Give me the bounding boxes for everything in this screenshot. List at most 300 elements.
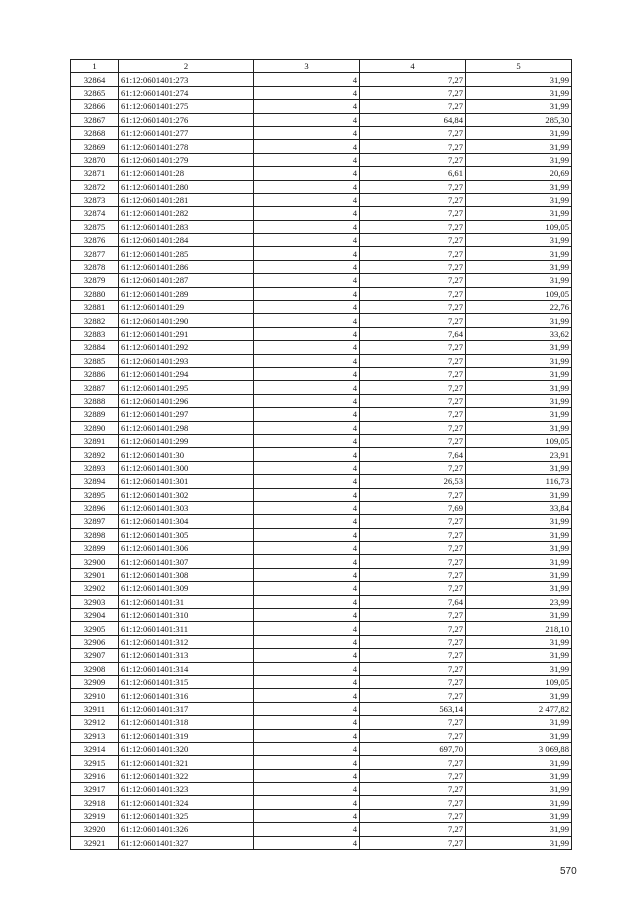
table-row bbox=[71, 193, 572, 206]
column-3-cell: 4 bbox=[254, 501, 360, 514]
table-row bbox=[71, 167, 572, 180]
row-number-cell: 32873 bbox=[71, 193, 119, 206]
table-row bbox=[71, 126, 572, 139]
column-4-cell: 7,27 bbox=[360, 796, 466, 809]
column-5-cell: 31,99 bbox=[466, 207, 572, 220]
column-3-cell: 4 bbox=[254, 622, 360, 635]
cadastral-number-cell: 61:12:0601401:322 bbox=[119, 769, 254, 782]
column-3-cell: 4 bbox=[254, 247, 360, 260]
column-4-cell: 7,27 bbox=[360, 649, 466, 662]
column-3-cell: 4 bbox=[254, 367, 360, 380]
column-5-cell: 31,99 bbox=[466, 354, 572, 367]
column-4-cell: 7,27 bbox=[360, 568, 466, 581]
row-number-cell: 32919 bbox=[71, 809, 119, 822]
row-number-cell: 32898 bbox=[71, 528, 119, 541]
column-5-cell: 3 069,88 bbox=[466, 742, 572, 755]
column-4-cell: 7,27 bbox=[360, 836, 466, 849]
column-5-cell: 31,99 bbox=[466, 769, 572, 782]
cadastral-number-cell: 61:12:0601401:323 bbox=[119, 783, 254, 796]
column-4-cell: 7,27 bbox=[360, 769, 466, 782]
column-4-cell: 7,27 bbox=[360, 180, 466, 193]
column-3-cell: 4 bbox=[254, 113, 360, 126]
column-3-cell: 4 bbox=[254, 635, 360, 648]
column-5-cell: 31,99 bbox=[466, 783, 572, 796]
row-number-cell: 32917 bbox=[71, 783, 119, 796]
column-4-cell: 64,84 bbox=[360, 113, 466, 126]
table-row bbox=[71, 796, 572, 809]
column-4-cell: 7,27 bbox=[360, 394, 466, 407]
column-4-cell: 697,70 bbox=[360, 742, 466, 755]
column-5-cell: 33,84 bbox=[466, 501, 572, 514]
cadastral-number-cell: 61:12:0601401:274 bbox=[119, 86, 254, 99]
table-row bbox=[71, 756, 572, 769]
column-5-cell: 31,99 bbox=[466, 421, 572, 434]
column-3-cell: 4 bbox=[254, 301, 360, 314]
column-5-cell: 31,99 bbox=[466, 836, 572, 849]
column-5-cell: 31,99 bbox=[466, 126, 572, 139]
column-3-cell: 4 bbox=[254, 461, 360, 474]
row-number-cell: 32916 bbox=[71, 769, 119, 782]
cadastral-number-cell: 61:12:0601401:276 bbox=[119, 113, 254, 126]
table-row bbox=[71, 488, 572, 501]
table-row bbox=[71, 501, 572, 514]
row-number-cell: 32879 bbox=[71, 274, 119, 287]
cadastral-number-cell: 61:12:0601401:320 bbox=[119, 742, 254, 755]
row-number-cell: 32888 bbox=[71, 394, 119, 407]
row-number-cell: 32903 bbox=[71, 595, 119, 608]
table-row bbox=[71, 448, 572, 461]
cadastral-number-cell: 61:12:0601401:278 bbox=[119, 140, 254, 153]
cadastral-number-cell: 61:12:0601401:301 bbox=[119, 475, 254, 488]
column-3-cell: 4 bbox=[254, 207, 360, 220]
column-header-2: 2 bbox=[119, 60, 254, 73]
column-4-cell: 7,27 bbox=[360, 809, 466, 822]
column-5-cell: 31,99 bbox=[466, 609, 572, 622]
row-number-cell: 32874 bbox=[71, 207, 119, 220]
column-3-cell: 4 bbox=[254, 836, 360, 849]
table-row bbox=[71, 595, 572, 608]
table-row bbox=[71, 568, 572, 581]
column-5-cell: 31,99 bbox=[466, 649, 572, 662]
table-row bbox=[71, 702, 572, 715]
row-number-cell: 32882 bbox=[71, 314, 119, 327]
column-4-cell: 7,27 bbox=[360, 609, 466, 622]
column-5-cell: 2 477,82 bbox=[466, 702, 572, 715]
cadastral-number-cell: 61:12:0601401:304 bbox=[119, 515, 254, 528]
cadastral-number-cell: 61:12:0601401:311 bbox=[119, 622, 254, 635]
table-row bbox=[71, 461, 572, 474]
table-row bbox=[71, 341, 572, 354]
cadastral-number-cell: 61:12:0601401:321 bbox=[119, 756, 254, 769]
cadastral-number-cell: 61:12:0601401:285 bbox=[119, 247, 254, 260]
column-3-cell: 4 bbox=[254, 287, 360, 300]
column-5-cell: 31,99 bbox=[466, 461, 572, 474]
table-row bbox=[71, 408, 572, 421]
row-number-cell: 32870 bbox=[71, 153, 119, 166]
column-5-cell: 31,99 bbox=[466, 274, 572, 287]
column-3-cell: 4 bbox=[254, 193, 360, 206]
column-4-cell: 7,27 bbox=[360, 555, 466, 568]
column-5-cell: 31,99 bbox=[466, 408, 572, 421]
cadastral-number-cell: 61:12:0601401:315 bbox=[119, 675, 254, 688]
table-row bbox=[71, 207, 572, 220]
column-5-cell: 31,99 bbox=[466, 515, 572, 528]
column-5-cell: 109,05 bbox=[466, 675, 572, 688]
cadastral-number-cell: 61:12:0601401:319 bbox=[119, 729, 254, 742]
column-4-cell: 26,53 bbox=[360, 475, 466, 488]
column-4-cell: 7,27 bbox=[360, 783, 466, 796]
cadastral-number-cell: 61:12:0601401:306 bbox=[119, 542, 254, 555]
row-number-cell: 32912 bbox=[71, 716, 119, 729]
row-number-cell: 32913 bbox=[71, 729, 119, 742]
row-number-cell: 32883 bbox=[71, 327, 119, 340]
row-number-cell: 32897 bbox=[71, 515, 119, 528]
column-3-cell: 4 bbox=[254, 689, 360, 702]
column-3-cell: 4 bbox=[254, 756, 360, 769]
table-row bbox=[71, 434, 572, 447]
column-3-cell: 4 bbox=[254, 220, 360, 233]
row-number-cell: 32904 bbox=[71, 609, 119, 622]
cadastral-number-cell: 61:12:0601401:280 bbox=[119, 180, 254, 193]
column-5-cell: 31,99 bbox=[466, 86, 572, 99]
table-row bbox=[71, 716, 572, 729]
table-row bbox=[71, 528, 572, 541]
cadastral-number-cell: 61:12:0601401:294 bbox=[119, 367, 254, 380]
column-4-cell: 7,27 bbox=[360, 689, 466, 702]
column-5-cell: 116,73 bbox=[466, 475, 572, 488]
cadastral-number-cell: 61:12:0601401:292 bbox=[119, 341, 254, 354]
cadastral-number-cell: 61:12:0601401:303 bbox=[119, 501, 254, 514]
column-3-cell: 4 bbox=[254, 448, 360, 461]
cadastral-number-cell: 61:12:0601401:295 bbox=[119, 381, 254, 394]
column-3-cell: 4 bbox=[254, 354, 360, 367]
row-number-cell: 32914 bbox=[71, 742, 119, 755]
cadastral-number-cell: 61:12:0601401:318 bbox=[119, 716, 254, 729]
column-5-cell: 31,99 bbox=[466, 73, 572, 86]
cadastral-number-cell: 61:12:0601401:314 bbox=[119, 662, 254, 675]
column-5-cell: 31,99 bbox=[466, 180, 572, 193]
table-row bbox=[71, 180, 572, 193]
column-5-cell: 31,99 bbox=[466, 140, 572, 153]
column-3-cell: 4 bbox=[254, 595, 360, 608]
column-3-cell: 4 bbox=[254, 314, 360, 327]
table-row bbox=[71, 622, 572, 635]
column-3-cell: 4 bbox=[254, 274, 360, 287]
cadastral-number-cell: 61:12:0601401:317 bbox=[119, 702, 254, 715]
table-row bbox=[71, 635, 572, 648]
column-5-cell: 23,99 bbox=[466, 595, 572, 608]
cadastral-number-cell: 61:12:0601401:283 bbox=[119, 220, 254, 233]
column-5-cell: 23,91 bbox=[466, 448, 572, 461]
column-5-cell: 31,99 bbox=[466, 635, 572, 648]
column-4-cell: 7,27 bbox=[360, 408, 466, 421]
column-3-cell: 4 bbox=[254, 809, 360, 822]
column-3-cell: 4 bbox=[254, 86, 360, 99]
column-3-cell: 4 bbox=[254, 702, 360, 715]
column-5-cell: 31,99 bbox=[466, 100, 572, 113]
row-number-cell: 32895 bbox=[71, 488, 119, 501]
column-5-cell: 31,99 bbox=[466, 528, 572, 541]
column-3-cell: 4 bbox=[254, 434, 360, 447]
column-3-cell: 4 bbox=[254, 153, 360, 166]
column-4-cell: 7,64 bbox=[360, 448, 466, 461]
column-4-cell: 7,27 bbox=[360, 140, 466, 153]
column-5-cell: 31,99 bbox=[466, 193, 572, 206]
column-4-cell: 7,27 bbox=[360, 354, 466, 367]
cadastral-number-cell: 61:12:0601401:310 bbox=[119, 609, 254, 622]
column-4-cell: 7,27 bbox=[360, 260, 466, 273]
table-row bbox=[71, 649, 572, 662]
cadastral-number-cell: 61:12:0601401:275 bbox=[119, 100, 254, 113]
row-number-cell: 32907 bbox=[71, 649, 119, 662]
column-3-cell: 4 bbox=[254, 126, 360, 139]
column-3-cell: 4 bbox=[254, 796, 360, 809]
column-3-cell: 4 bbox=[254, 408, 360, 421]
row-number-cell: 32909 bbox=[71, 675, 119, 688]
table-row bbox=[71, 287, 572, 300]
row-number-cell: 32890 bbox=[71, 421, 119, 434]
column-4-cell: 7,27 bbox=[360, 220, 466, 233]
table-row bbox=[71, 582, 572, 595]
table-row bbox=[71, 274, 572, 287]
column-5-cell: 31,99 bbox=[466, 729, 572, 742]
row-number-cell: 32877 bbox=[71, 247, 119, 260]
row-number-cell: 32878 bbox=[71, 260, 119, 273]
column-5-cell: 31,99 bbox=[466, 381, 572, 394]
cadastral-number-cell: 61:12:0601401:30 bbox=[119, 448, 254, 461]
row-number-cell: 32900 bbox=[71, 555, 119, 568]
table-row bbox=[71, 367, 572, 380]
cadastral-number-cell: 61:12:0601401:325 bbox=[119, 809, 254, 822]
cadastral-number-cell: 61:12:0601401:279 bbox=[119, 153, 254, 166]
column-4-cell: 7,27 bbox=[360, 729, 466, 742]
row-number-cell: 32893 bbox=[71, 461, 119, 474]
column-3-cell: 4 bbox=[254, 421, 360, 434]
column-3-cell: 4 bbox=[254, 234, 360, 247]
row-number-cell: 32891 bbox=[71, 434, 119, 447]
column-4-cell: 7,27 bbox=[360, 662, 466, 675]
table-row bbox=[71, 823, 572, 836]
row-number-cell: 32876 bbox=[71, 234, 119, 247]
column-3-cell: 4 bbox=[254, 783, 360, 796]
cadastral-number-cell: 61:12:0601401:290 bbox=[119, 314, 254, 327]
cadastral-number-cell: 61:12:0601401:289 bbox=[119, 287, 254, 300]
data-table bbox=[70, 59, 572, 850]
table-row bbox=[71, 475, 572, 488]
row-number-cell: 32894 bbox=[71, 475, 119, 488]
table-row bbox=[71, 515, 572, 528]
row-number-cell: 32885 bbox=[71, 354, 119, 367]
table-row bbox=[71, 742, 572, 755]
column-4-cell: 7,27 bbox=[360, 207, 466, 220]
column-5-cell: 31,99 bbox=[466, 234, 572, 247]
column-4-cell: 7,27 bbox=[360, 73, 466, 86]
row-number-cell: 32899 bbox=[71, 542, 119, 555]
cadastral-number-cell: 61:12:0601401:291 bbox=[119, 327, 254, 340]
column-4-cell: 7,27 bbox=[360, 367, 466, 380]
column-3-cell: 4 bbox=[254, 167, 360, 180]
column-5-cell: 31,99 bbox=[466, 716, 572, 729]
column-4-cell: 7,27 bbox=[360, 100, 466, 113]
row-number-cell: 32871 bbox=[71, 167, 119, 180]
cadastral-number-cell: 61:12:0601401:286 bbox=[119, 260, 254, 273]
cadastral-number-cell: 61:12:0601401:31 bbox=[119, 595, 254, 608]
column-4-cell: 7,27 bbox=[360, 488, 466, 501]
row-number-cell: 32872 bbox=[71, 180, 119, 193]
row-number-cell: 32910 bbox=[71, 689, 119, 702]
column-4-cell: 7,27 bbox=[360, 381, 466, 394]
table-row bbox=[71, 247, 572, 260]
cadastral-number-cell: 61:12:0601401:300 bbox=[119, 461, 254, 474]
column-4-cell: 6,61 bbox=[360, 167, 466, 180]
column-4-cell: 7,27 bbox=[360, 675, 466, 688]
column-3-cell: 4 bbox=[254, 341, 360, 354]
cadastral-number-cell: 61:12:0601401:293 bbox=[119, 354, 254, 367]
column-3-cell: 4 bbox=[254, 729, 360, 742]
column-4-cell: 7,27 bbox=[360, 153, 466, 166]
column-5-cell: 31,99 bbox=[466, 662, 572, 675]
column-3-cell: 4 bbox=[254, 542, 360, 555]
row-number-cell: 32880 bbox=[71, 287, 119, 300]
column-3-cell: 4 bbox=[254, 394, 360, 407]
table-row bbox=[71, 140, 572, 153]
cadastral-number-cell: 61:12:0601401:302 bbox=[119, 488, 254, 501]
column-3-cell: 4 bbox=[254, 528, 360, 541]
column-4-cell: 7,27 bbox=[360, 314, 466, 327]
row-number-cell: 32911 bbox=[71, 702, 119, 715]
cadastral-number-cell: 61:12:0601401:28 bbox=[119, 167, 254, 180]
column-3-cell: 4 bbox=[254, 716, 360, 729]
column-4-cell: 7,27 bbox=[360, 234, 466, 247]
row-number-cell: 32875 bbox=[71, 220, 119, 233]
table-row bbox=[71, 609, 572, 622]
column-3-cell: 4 bbox=[254, 488, 360, 501]
table-row bbox=[71, 769, 572, 782]
row-number-cell: 32902 bbox=[71, 582, 119, 595]
row-number-cell: 32864 bbox=[71, 73, 119, 86]
column-4-cell: 7,27 bbox=[360, 823, 466, 836]
row-number-cell: 32918 bbox=[71, 796, 119, 809]
cadastral-number-cell: 61:12:0601401:299 bbox=[119, 434, 254, 447]
table-row bbox=[71, 542, 572, 555]
cadastral-number-cell: 61:12:0601401:281 bbox=[119, 193, 254, 206]
column-5-cell: 33,62 bbox=[466, 327, 572, 340]
column-5-cell: 31,99 bbox=[466, 153, 572, 166]
column-3-cell: 4 bbox=[254, 675, 360, 688]
column-header-1: 1 bbox=[71, 60, 119, 73]
column-3-cell: 4 bbox=[254, 180, 360, 193]
column-5-cell: 109,05 bbox=[466, 287, 572, 300]
column-5-cell: 31,99 bbox=[466, 555, 572, 568]
cadastral-number-cell: 61:12:0601401:29 bbox=[119, 301, 254, 314]
column-5-cell: 31,99 bbox=[466, 756, 572, 769]
row-number-cell: 32892 bbox=[71, 448, 119, 461]
column-4-cell: 7,27 bbox=[360, 515, 466, 528]
column-5-cell: 31,99 bbox=[466, 823, 572, 836]
column-4-cell: 7,64 bbox=[360, 327, 466, 340]
column-4-cell: 7,27 bbox=[360, 716, 466, 729]
column-4-cell: 7,27 bbox=[360, 528, 466, 541]
column-3-cell: 4 bbox=[254, 582, 360, 595]
row-number-cell: 32867 bbox=[71, 113, 119, 126]
row-number-cell: 32887 bbox=[71, 381, 119, 394]
table-row bbox=[71, 327, 572, 340]
column-5-cell: 31,99 bbox=[466, 394, 572, 407]
column-4-cell: 7,27 bbox=[360, 542, 466, 555]
column-5-cell: 31,99 bbox=[466, 689, 572, 702]
row-number-cell: 32920 bbox=[71, 823, 119, 836]
table-row bbox=[71, 662, 572, 675]
cadastral-number-cell: 61:12:0601401:273 bbox=[119, 73, 254, 86]
column-5-cell: 31,99 bbox=[466, 314, 572, 327]
row-number-cell: 32889 bbox=[71, 408, 119, 421]
column-4-cell: 7,27 bbox=[360, 582, 466, 595]
column-3-cell: 4 bbox=[254, 609, 360, 622]
column-3-cell: 4 bbox=[254, 823, 360, 836]
column-4-cell: 7,27 bbox=[360, 274, 466, 287]
column-3-cell: 4 bbox=[254, 381, 360, 394]
row-number-cell: 32906 bbox=[71, 635, 119, 648]
table-row bbox=[71, 421, 572, 434]
cadastral-number-cell: 61:12:0601401:324 bbox=[119, 796, 254, 809]
table-row bbox=[71, 836, 572, 849]
table-row bbox=[71, 394, 572, 407]
row-number-cell: 32884 bbox=[71, 341, 119, 354]
column-5-cell: 109,05 bbox=[466, 220, 572, 233]
column-3-cell: 4 bbox=[254, 568, 360, 581]
column-3-cell: 4 bbox=[254, 140, 360, 153]
cadastral-number-cell: 61:12:0601401:296 bbox=[119, 394, 254, 407]
column-4-cell: 7,27 bbox=[360, 301, 466, 314]
column-3-cell: 4 bbox=[254, 475, 360, 488]
table-row bbox=[71, 220, 572, 233]
column-3-cell: 4 bbox=[254, 555, 360, 568]
row-number-cell: 32868 bbox=[71, 126, 119, 139]
table-row bbox=[71, 555, 572, 568]
column-5-cell: 31,99 bbox=[466, 260, 572, 273]
table-row bbox=[71, 301, 572, 314]
column-header-3: 3 bbox=[254, 60, 360, 73]
cadastral-number-cell: 61:12:0601401:277 bbox=[119, 126, 254, 139]
column-5-cell: 31,99 bbox=[466, 341, 572, 354]
cadastral-number-cell: 61:12:0601401:313 bbox=[119, 649, 254, 662]
cadastral-number-cell: 61:12:0601401:297 bbox=[119, 408, 254, 421]
column-3-cell: 4 bbox=[254, 742, 360, 755]
column-3-cell: 4 bbox=[254, 515, 360, 528]
column-3-cell: 4 bbox=[254, 73, 360, 86]
table-row bbox=[71, 86, 572, 99]
column-3-cell: 4 bbox=[254, 649, 360, 662]
column-5-cell: 109,05 bbox=[466, 434, 572, 447]
column-4-cell: 7,27 bbox=[360, 421, 466, 434]
column-5-cell: 31,99 bbox=[466, 568, 572, 581]
column-5-cell: 20,69 bbox=[466, 167, 572, 180]
column-4-cell: 7,27 bbox=[360, 287, 466, 300]
table-row bbox=[71, 73, 572, 86]
column-5-cell: 31,99 bbox=[466, 582, 572, 595]
column-4-cell: 7,27 bbox=[360, 622, 466, 635]
column-3-cell: 4 bbox=[254, 260, 360, 273]
table-row bbox=[71, 314, 572, 327]
cadastral-number-cell: 61:12:0601401:312 bbox=[119, 635, 254, 648]
column-5-cell: 22,76 bbox=[466, 301, 572, 314]
row-number-cell: 32905 bbox=[71, 622, 119, 635]
row-number-cell: 32886 bbox=[71, 367, 119, 380]
column-5-cell: 31,99 bbox=[466, 809, 572, 822]
column-4-cell: 7,69 bbox=[360, 501, 466, 514]
column-4-cell: 7,27 bbox=[360, 461, 466, 474]
table-row bbox=[71, 809, 572, 822]
